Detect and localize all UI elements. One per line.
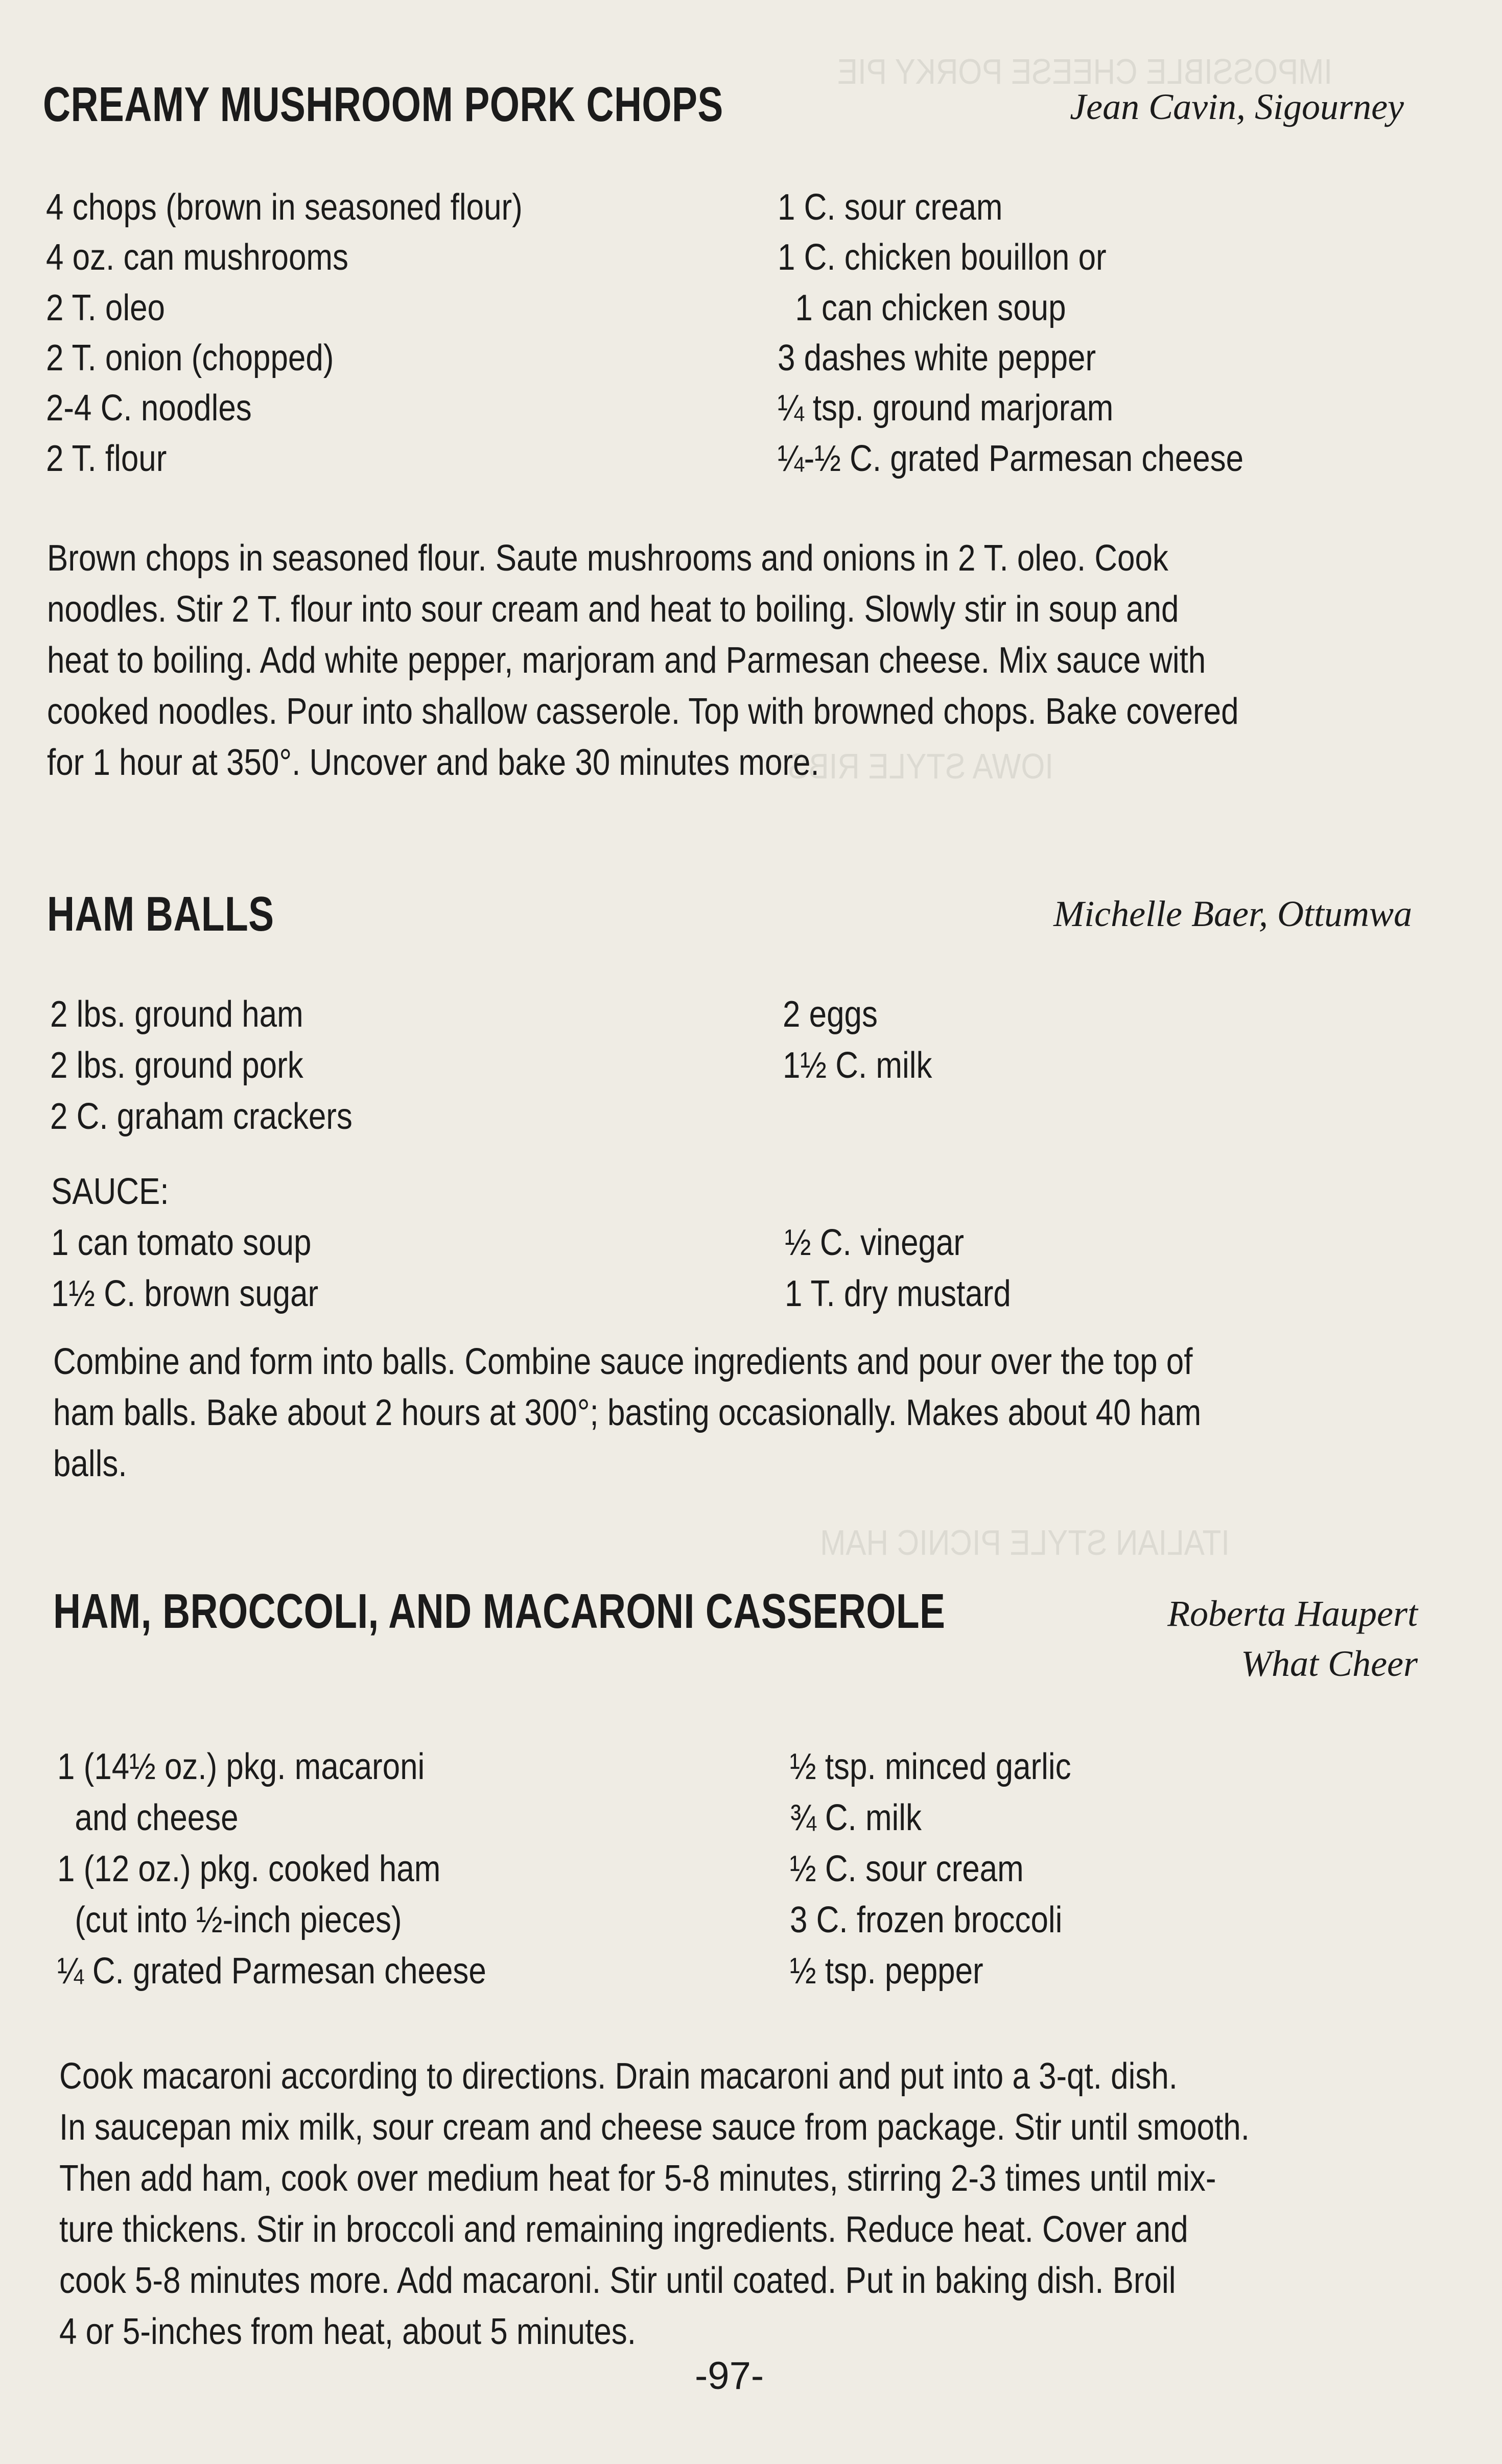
recipe-title: CREAMY MUSHROOM PORK CHOPS (43, 77, 723, 132)
ingredient: ½ C. sour cream (790, 1849, 1024, 1889)
ingredient: 1 can chicken soup (778, 288, 1066, 328)
directions-line: In saucepan mix milk, sour cream and cheese sauce from package. Stir until smooth. (59, 2107, 1250, 2148)
directions-line: cook 5-8 minutes more. Add macaroni. Stir until coated. Put in baking dish. Broil (59, 2260, 1176, 2301)
directions-line: Brown chops in seasoned flour. Saute mushrooms and onions in 2 T. oleo. Cook (47, 538, 1168, 579)
bleed-through-text: IOWA STYLE RIBS (788, 746, 1053, 786)
ingredient: 1 C. sour cream (778, 187, 1003, 228)
ingredient: 2 lbs. ground pork (50, 1045, 303, 1086)
recipe-title: HAM BALLS (47, 887, 274, 941)
ingredient: 2 C. graham crackers (50, 1096, 353, 1137)
ingredient: 1 (12 oz.) pkg. cooked ham (57, 1849, 441, 1889)
ingredient: ¼-½ C. grated Parmesan cheese (778, 438, 1244, 479)
recipe-author: Jean Cavin, Sigourney (1070, 86, 1404, 127)
directions-line: ham balls. Bake about 2 hours at 300°; basting occasionally. Makes about 40 ham (53, 1392, 1202, 1433)
bleed-through-text: IMPOSSIBLE CHEESE PORKY PIE (837, 52, 1332, 91)
ingredient: ¾ C. milk (790, 1797, 922, 1838)
ingredient: ¼ tsp. ground marjoram (778, 388, 1114, 429)
ingredient: ½ tsp. minced garlic (790, 1746, 1071, 1787)
directions-line: Then add ham, cook over medium heat for 5-8 minutes, stirring 2-3 times until mix- (59, 2158, 1216, 2199)
recipe-author: Roberta Haupert (1167, 1593, 1418, 1634)
directions-line: balls. (53, 1443, 127, 1484)
ingredient: 2 T. onion (chopped) (46, 338, 334, 378)
sauce-label: SAUCE: (51, 1171, 169, 1212)
ingredient: 3 C. frozen broccoli (790, 1900, 1063, 1940)
ingredient: 1 (14½ oz.) pkg. macaroni (57, 1746, 425, 1787)
recipe-author-location: What Cheer (1241, 1643, 1418, 1684)
ingredient: 2 T. flour (46, 438, 167, 479)
directions-line: noodles. Stir 2 T. flour into sour cream and heat to boiling. Slowly stir in soup and (47, 589, 1179, 630)
ingredient: (cut into ½-inch pieces) (57, 1900, 402, 1940)
ingredient: and cheese (57, 1797, 239, 1838)
ingredient: ½ C. vinegar (785, 1222, 965, 1263)
ingredient: 2 eggs (783, 994, 878, 1035)
ingredient: 1½ C. brown sugar (51, 1273, 319, 1314)
recipe-title: HAM, BROCCOLI, AND MACARONI CASSEROLE (53, 1584, 946, 1639)
ingredient: 2 T. oleo (46, 288, 165, 328)
recipe-author: Michelle Baer, Ottumwa (1053, 893, 1412, 934)
ingredient: 1½ C. milk (783, 1045, 932, 1086)
ingredient: 2 lbs. ground ham (50, 994, 303, 1035)
ingredient: 2-4 C. noodles (46, 388, 252, 429)
directions-line: cooked noodles. Pour into shallow casserole. Top with browned chops. Bake covered (47, 691, 1239, 732)
directions-line: 4 or 5-inches from heat, about 5 minutes. (59, 2311, 636, 2352)
bleed-through-text: ITALIAN STYLE PICNIC HAM (820, 1523, 1230, 1562)
ingredient: 4 chops (brown in seasoned flour) (46, 187, 523, 228)
ingredient: 1 T. dry mustard (785, 1273, 1011, 1314)
directions-line: for 1 hour at 350°. Uncover and bake 30 minutes more. (47, 742, 819, 783)
ingredient: 4 oz. can mushrooms (46, 237, 348, 278)
directions-line: Cook macaroni according to directions. Drain macaroni and put into a 3-qt. dish. (59, 2056, 1178, 2097)
ingredient: ¼ C. grated Parmesan cheese (57, 1951, 486, 1992)
directions-line: heat to boiling. Add white pepper, marjoram and Parmesan cheese. Mix sauce with (47, 640, 1206, 681)
directions-line: ture thickens. Stir in broccoli and remaining ingredients. Reduce heat. Cover and (59, 2209, 1188, 2250)
directions-line: Combine and form into balls. Combine sauce ingredients and pour over the top of (53, 1341, 1193, 1382)
ingredient: 1 can tomato soup (51, 1222, 312, 1263)
page-number: -97- (695, 2354, 764, 2398)
ingredient: 3 dashes white pepper (778, 338, 1096, 378)
ingredient: 1 C. chicken bouillon or (778, 237, 1107, 278)
ingredient: ½ tsp. pepper (790, 1951, 983, 1992)
